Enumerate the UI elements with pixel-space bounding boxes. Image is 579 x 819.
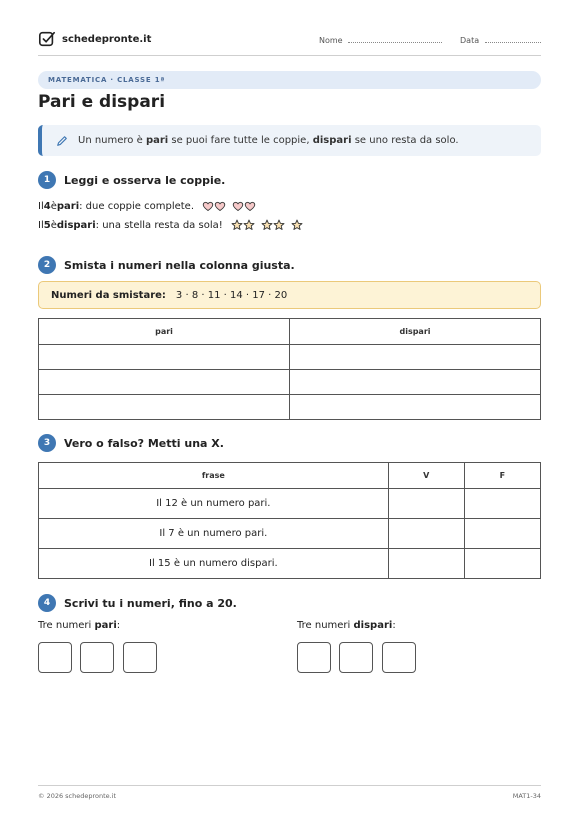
false-cell[interactable] [464, 489, 540, 519]
star-icon [291, 219, 303, 231]
true-cell[interactable] [388, 489, 464, 519]
column-header-true: V [388, 463, 464, 489]
example-odd: Il 5 è dispari : una stella resta da sola! [38, 219, 303, 231]
column-header-false: F [464, 463, 540, 489]
section-1-heading [38, 171, 225, 189]
answer-cell[interactable] [290, 345, 541, 370]
sort-numbers: 3 · 8 · 11 · 14 · 17 · 20 [175, 289, 288, 301]
odd-answer-box[interactable] [297, 642, 331, 673]
section-title: Smista i numeri nella colonna giusta. [64, 258, 295, 272]
tip-text: Un numero è pari se puoi fare tutte le coppie, dispari se uno resta da solo. [78, 135, 459, 146]
section-title: Scrivi tu i numeri, fino a 20. [64, 596, 237, 610]
page-header [38, 30, 541, 56]
table-row [39, 395, 541, 420]
page-footer [38, 785, 541, 800]
date-field[interactable] [460, 35, 541, 45]
page-title: Pari e dispari [38, 92, 166, 112]
sentence-cell: Il 15 è un numero dispari. [39, 549, 389, 579]
even-numbers-label: Tre numeri pari: [38, 620, 121, 631]
table-row [39, 519, 541, 549]
logo [38, 30, 151, 48]
answer-cell[interactable] [290, 395, 541, 420]
even-answer-box[interactable] [80, 642, 114, 673]
sentence-cell: Il 7 è un numero pari. [39, 519, 389, 549]
column-header-odd: dispari [290, 319, 541, 345]
name-field[interactable] [319, 35, 442, 45]
subject-badge: MATEMATICA · CLASSE 1ª [38, 71, 541, 89]
example-even: Il 4 è pari : due coppie complete. [38, 200, 256, 212]
section-number: 4 [38, 594, 56, 612]
name-line [348, 35, 442, 43]
name-label: Nome [319, 36, 343, 45]
section-title: Vero o falso? Metti una X. [64, 436, 224, 450]
section-number: 1 [38, 171, 56, 189]
even-answer-box[interactable] [123, 642, 157, 673]
answer-cell[interactable] [290, 370, 541, 395]
odd-numbers-label: Tre numeri dispari: [297, 620, 396, 631]
false-cell[interactable] [464, 549, 540, 579]
answer-cell[interactable] [39, 395, 290, 420]
heart-icon [244, 200, 256, 212]
sentence-cell: Il 12 è un numero pari. [39, 489, 389, 519]
heart-icon [232, 200, 244, 212]
star-icon [243, 219, 255, 231]
section-number: 3 [38, 434, 56, 452]
column-header-even: pari [39, 319, 290, 345]
section-2-heading [38, 256, 295, 274]
checkbox-logo-icon [38, 30, 56, 48]
tip-box [38, 125, 541, 156]
table-row [39, 345, 541, 370]
sort-label: Numeri da smistare: [51, 289, 166, 301]
odd-answer-box[interactable] [382, 642, 416, 673]
stars-group [231, 219, 303, 231]
even-answer-box[interactable] [38, 642, 72, 673]
star-icon [273, 219, 285, 231]
star-icon [231, 219, 243, 231]
logo-text: schedepronte.it [62, 33, 152, 45]
hearts-group [202, 200, 256, 212]
column-header-sentence: frase [39, 463, 389, 489]
numbers-to-sort-box [38, 281, 541, 309]
copyright: © 2026 schedepronte.it [38, 792, 117, 800]
table-row [39, 549, 541, 579]
section-4-heading [38, 594, 237, 612]
sheet-code: MAT1-34 [512, 792, 541, 800]
odd-answer-box[interactable] [339, 642, 373, 673]
answer-cell[interactable] [39, 370, 290, 395]
true-false-table [38, 462, 541, 579]
table-row [39, 489, 541, 519]
true-cell[interactable] [388, 549, 464, 579]
star-icon [261, 219, 273, 231]
date-label: Data [460, 36, 480, 45]
heart-icon [202, 200, 214, 212]
section-3-heading [38, 434, 224, 452]
table-row [39, 370, 541, 395]
section-title: Leggi e osserva le coppie. [64, 173, 226, 187]
true-cell[interactable] [388, 519, 464, 549]
answer-cell[interactable] [39, 345, 290, 370]
section-number: 2 [38, 256, 56, 274]
false-cell[interactable] [464, 519, 540, 549]
pencil-icon [56, 135, 68, 147]
sort-table [38, 318, 541, 420]
heart-icon [214, 200, 226, 212]
date-line [485, 35, 541, 43]
